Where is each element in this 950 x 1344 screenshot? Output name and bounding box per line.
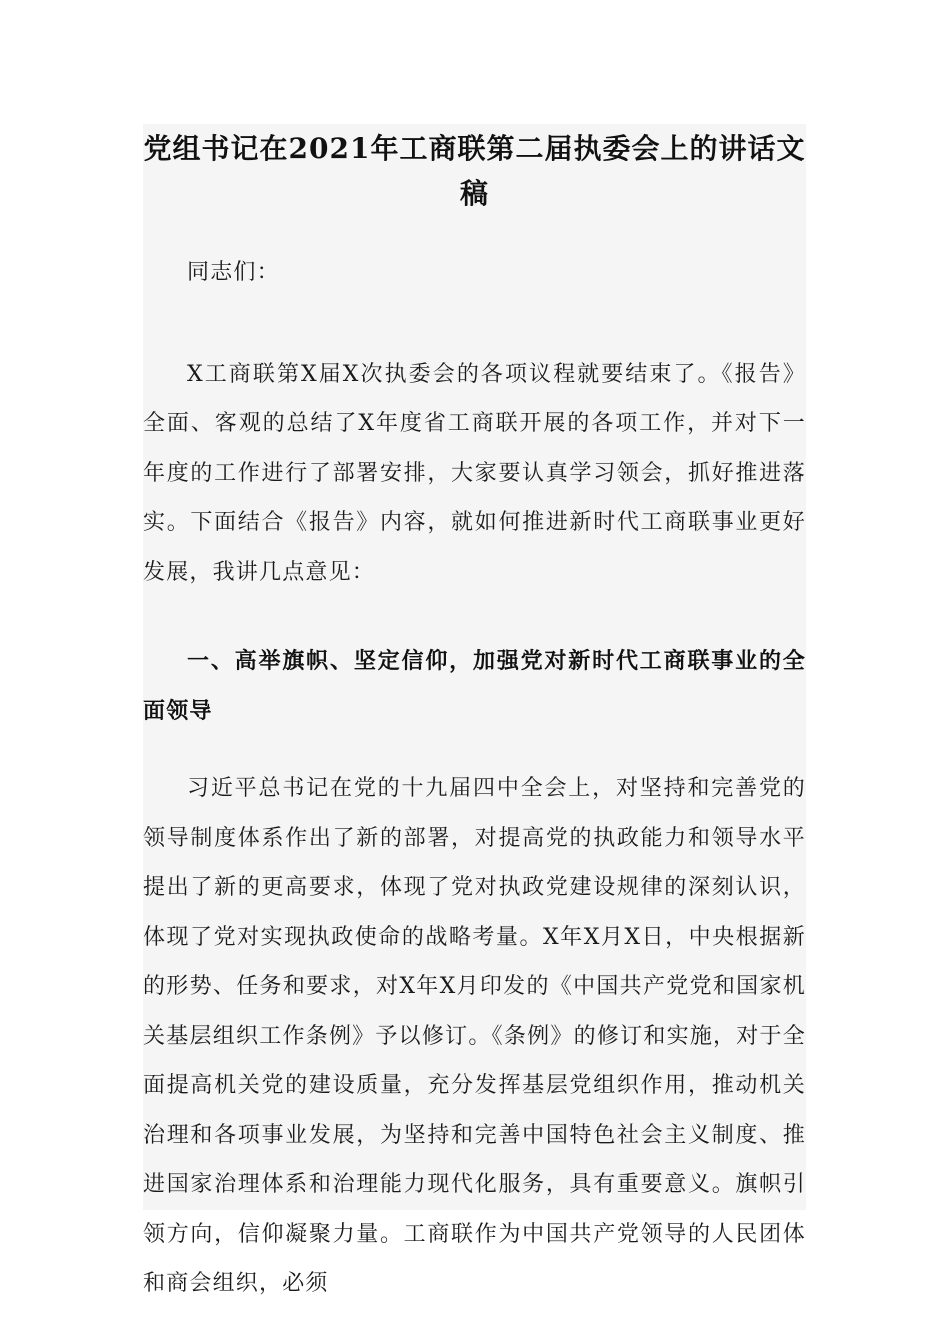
salutation: 同志们： xyxy=(187,260,280,285)
section-paragraph: 习近平总书记在党的十九届四中全会上，对坚持和完善党的领导制度体系作出了新的部署，对提高党的执政能力和领导水平提出了新的更高要求，体现了党对执政党建设规律的深刻认识，体现了党对实现执政使命的战略考量。X年X月X日，中央根据新的形势、任务和要求，对X年X月印发的《中国共产党党和国家机关基层组织工作条例》予以修订。《条例》的修订和实施，对于全面提高机关党的建设质量，充分发挥基层党组织作用，推动机关治理和各项事业发展，为坚持和完善中国特色社会主义制度、推进国家治理体系和治理能力现代化服务，具有重要意义。旗帜引领方向，信仰凝聚力量。工商联作为中国共产党领导的人民团体和商会组织，必须 xyxy=(143,776,806,1296)
section-heading: 一、高举旗帜、坚定信仰，加强党对新时代工商联事业的全面领导 xyxy=(143,648,806,724)
document-title: 党组书记在2021年工商联第二届执委会上的讲话文稿 xyxy=(143,132,806,210)
intro-paragraph: X工商联第X届X次执委会的各项议程就要结束了。《报告》全面、客观的总结了X年度省工商联开展的各项工作，并对下一年度的工作进行了部署安排，大家要认真学习领会，抓好推进落实。下面结合《报告》内容，就如何推进新时代工商联事业更好发展，我讲几点意见： xyxy=(143,361,806,585)
document-content xyxy=(143,124,806,1296)
